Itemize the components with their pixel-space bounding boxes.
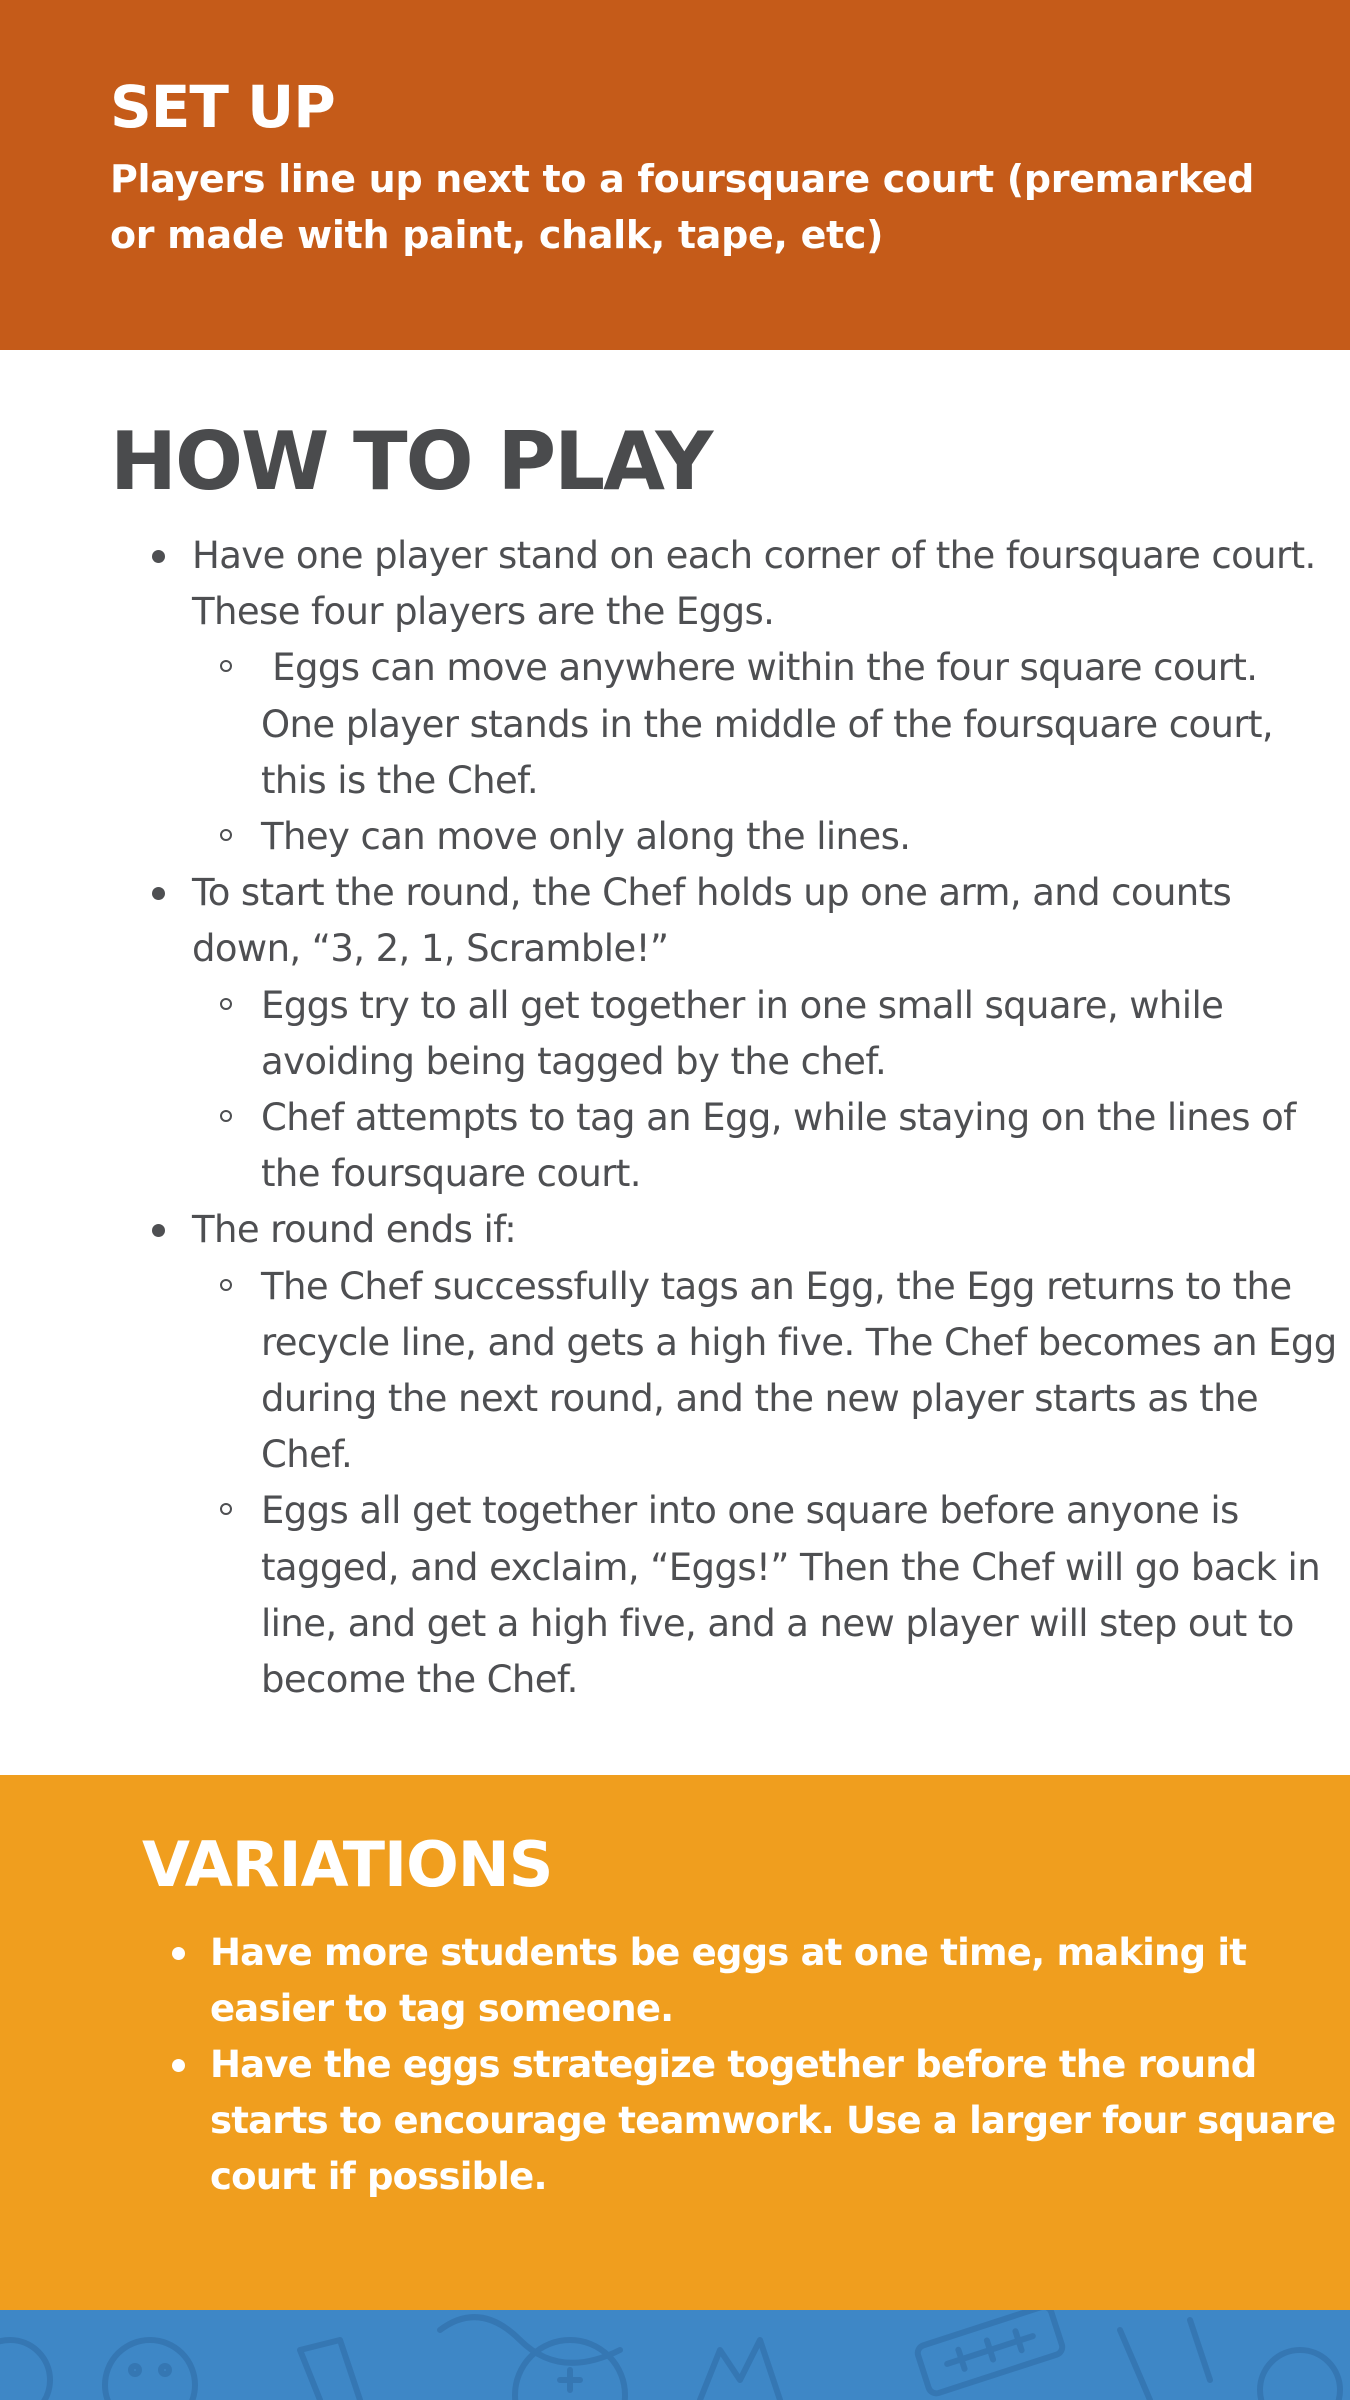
footer-band	[0, 2310, 1350, 2400]
variation-text: Have more students be eggs at one time, making it easier to tag someone.	[210, 1931, 1247, 2030]
sub-rule-text: Chef attempts to tag an Egg, while staying on the lines of the foursquare court.	[261, 1096, 1296, 1196]
sub-rule-item	[261, 978, 1342, 1090]
variation-item	[210, 2037, 1340, 2205]
sub-rules-list	[192, 978, 1342, 1203]
bullet-icon	[152, 887, 165, 900]
sub-rule-text: Eggs can move anywhere within the four square court. One player stands in the middle of the foursquare court, this is the Chef.	[261, 646, 1285, 802]
bullet-icon	[172, 2059, 185, 2072]
sub-rule-item	[261, 1090, 1342, 1202]
sub-rule-text: They can move only along the lines.	[261, 815, 911, 859]
how-to-play-title: HOW TO PLAY	[110, 415, 712, 508]
variations-list	[142, 1925, 1340, 2205]
how-to-play-section	[0, 350, 1350, 1775]
sub-rule-item	[261, 1483, 1342, 1708]
doodle-pattern	[0, 2310, 1350, 2400]
hollow-bullet-icon	[220, 829, 232, 841]
variations-section	[0, 1775, 1350, 2310]
setup-section	[0, 0, 1350, 350]
rule-item	[192, 1202, 1342, 1708]
bullet-icon	[152, 1224, 165, 1237]
hollow-bullet-icon	[220, 660, 232, 672]
bullet-icon	[152, 550, 165, 563]
setup-title: SET UP	[110, 73, 335, 141]
bullet-icon	[172, 1947, 185, 1960]
setup-text: Players line up next to a foursquare court (premarked or made with paint, chalk, tape, etc)	[110, 157, 1255, 257]
sub-rules-list	[192, 1259, 1342, 1709]
rule-text: The round ends if:	[192, 1208, 517, 1252]
sub-rule-item	[261, 809, 1342, 865]
variation-text: Have the eggs strategize together before the round starts to encourage teamwork. Use a larger four square court if possible.	[210, 2043, 1336, 2198]
variations-title: VARIATIONS	[142, 1828, 553, 1901]
hollow-bullet-icon	[220, 1279, 232, 1291]
sub-rules-list	[192, 640, 1342, 865]
sub-rule-text: Eggs try to all get together in one small square, while avoiding being tagged by the chef.	[261, 983, 1224, 1083]
hollow-bullet-icon	[220, 1503, 232, 1515]
hollow-bullet-icon	[220, 1110, 232, 1122]
hollow-bullet-icon	[220, 998, 232, 1010]
sub-rule-item	[261, 1259, 1342, 1484]
sub-rule-text: Eggs all get together into one square before anyone is tagged, and exclaim, “Eggs!” Then the Chef will go back in line, and get a high five, and a new player will step out to become the Chef.	[261, 1489, 1321, 1702]
sub-rule-item	[261, 640, 1342, 809]
rule-item	[192, 865, 1342, 1202]
rule-item	[192, 528, 1342, 865]
rules-list	[110, 528, 1342, 1708]
variation-item	[210, 1925, 1340, 2037]
sub-rule-text: The Chef successfully tags an Egg, the Egg returns to the recycle line, and gets a high five. The Chef becomes an Egg during the next round, and the new player starts as the Chef.	[261, 1264, 1337, 1477]
rule-text: Have one player stand on each corner of the foursquare court. These four players are the Eggs.	[192, 534, 1316, 634]
rule-text: To start the round, the Chef holds up one arm, and counts down, “3, 2, 1, Scramble!”	[192, 871, 1232, 971]
